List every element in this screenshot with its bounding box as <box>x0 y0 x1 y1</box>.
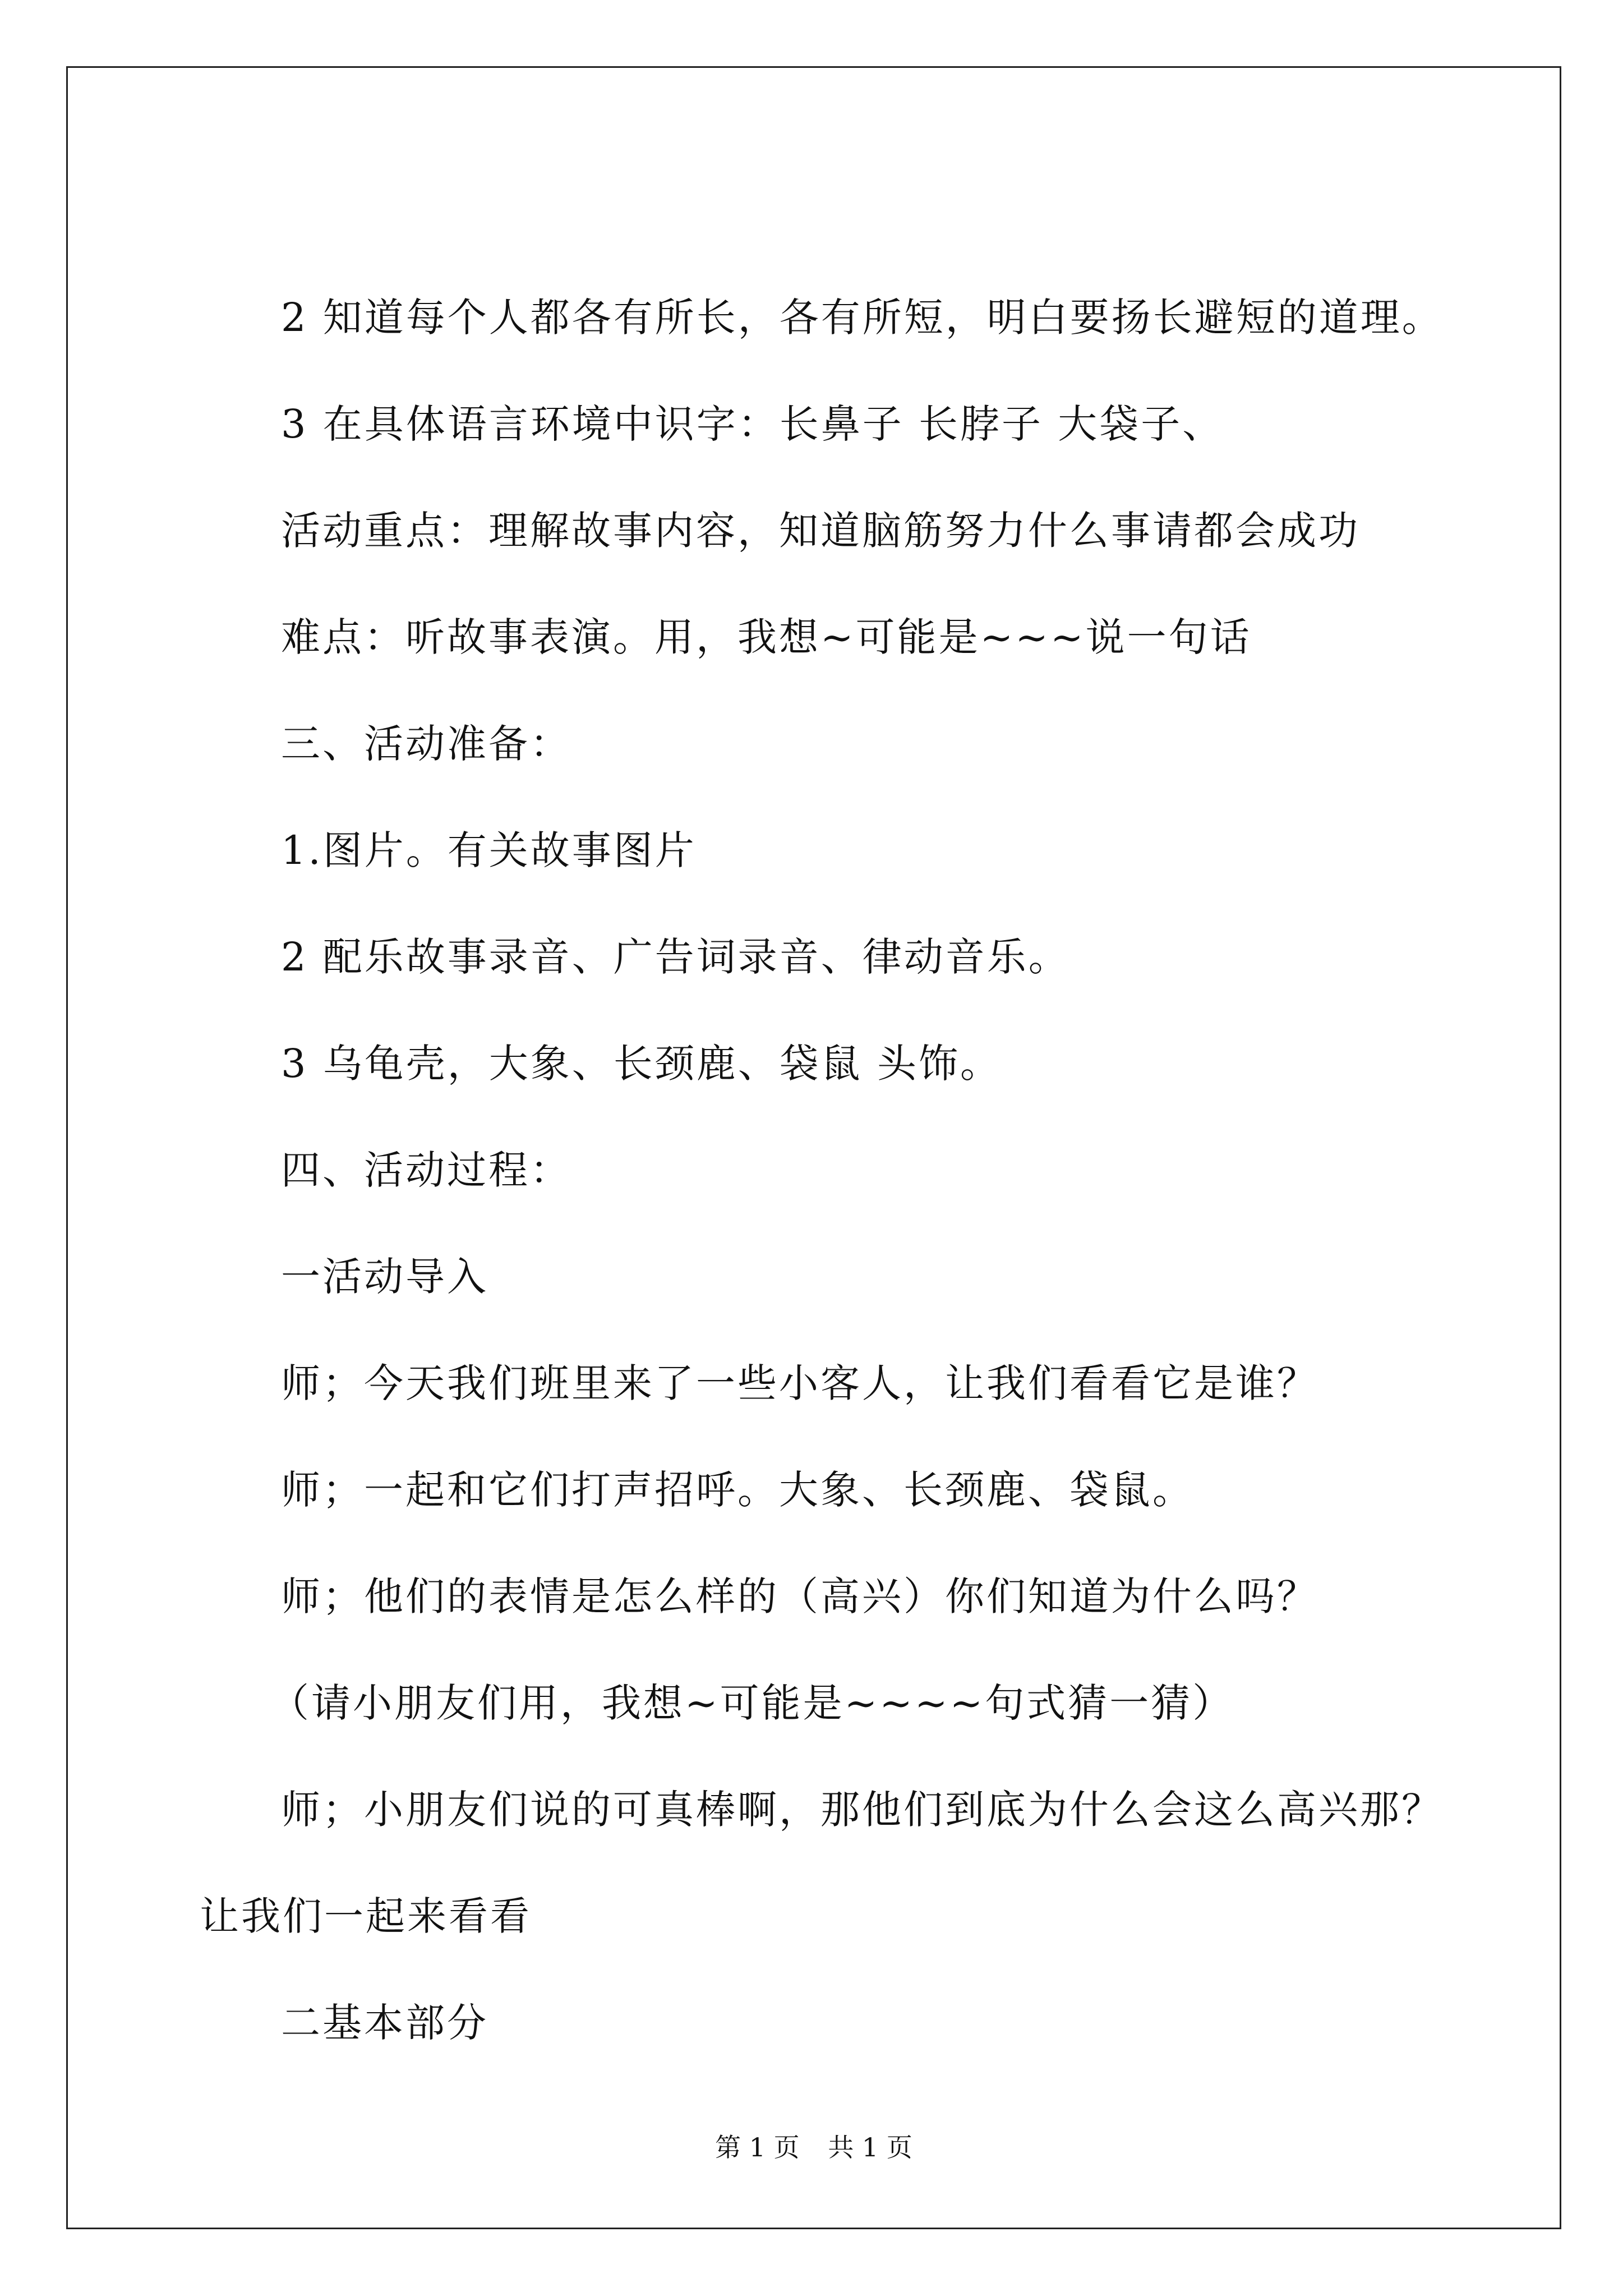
text-line: 师；一起和它们打声招呼。大象、长颈鹿、袋鼠。 <box>281 1467 1194 1513</box>
text-line: 难点：听故事表演。用，我想~可能是~~~说一句话 <box>281 614 1252 660</box>
text-line: 1.图片。有关故事图片 <box>281 827 697 873</box>
subsection-heading: 一活动导入 <box>281 1254 488 1300</box>
page-total: 共 1 页 <box>828 2132 912 2162</box>
text-line: 师；今天我们班里来了一些小客人，让我们看看它是谁？ <box>281 1360 1318 1406</box>
section-heading: 四、活动过程： <box>281 1147 571 1193</box>
text-line: 师；他们的表情是怎么样的（高兴）你们知道为什么吗？ <box>281 1573 1318 1619</box>
text-line: 师；小朋友们说的可真棒啊，那他们到底为什么会这么高兴那？ <box>281 1787 1443 1833</box>
text-line: 3 在具体语言环境中识字：长鼻子 长脖子 大袋子、 <box>281 401 1224 447</box>
page-footer <box>68 2131 1560 2164</box>
text-line: 2 知道每个人都各有所长，各有所短，明白要扬长避短的道理。 <box>281 295 1444 341</box>
document-body <box>68 68 1560 2228</box>
subsection-heading: 二基本部分 <box>281 2000 488 2046</box>
text-line: （请小朋友们用，我想~可能是~~~~句式猜一猜） <box>270 1680 1234 1726</box>
text-line: 活动重点：理解故事内容，知道脑筋努力什么事请都会成功 <box>281 508 1360 554</box>
page-frame <box>66 66 1561 2229</box>
section-heading: 三、活动准备： <box>281 721 571 767</box>
page-number: 第 1 页 <box>715 2132 800 2162</box>
text-line: 3 乌龟壳，大象、长颈鹿、袋鼠 头饰。 <box>281 1041 1002 1087</box>
text-line: 让我们一起来看看 <box>200 1893 532 1939</box>
text-line: 2 配乐故事录音、广告词录音、律动音乐。 <box>281 934 1070 980</box>
